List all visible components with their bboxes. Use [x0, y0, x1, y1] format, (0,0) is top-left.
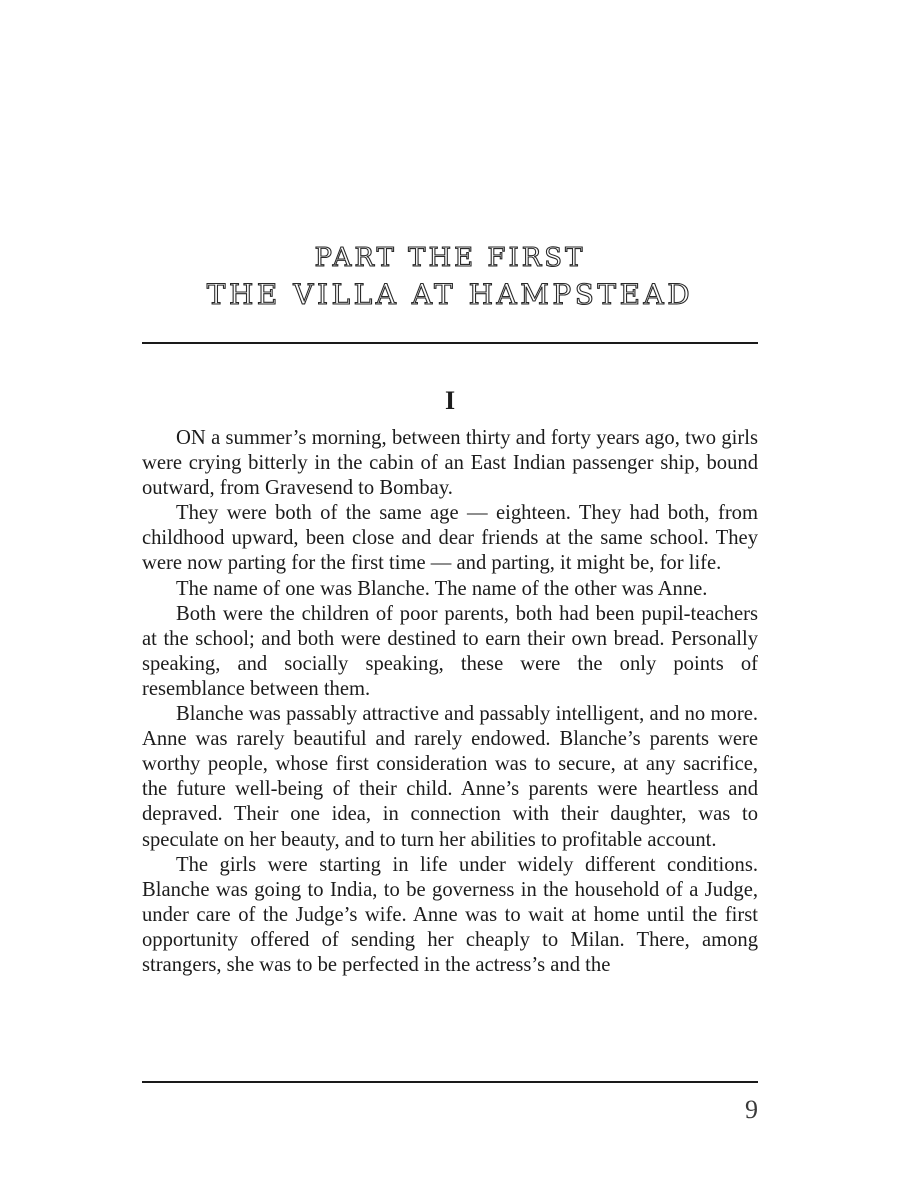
paragraph: Blanche was passably attractive and passably intelligent, and no more. Anne was rarely beautiful and rarely endowed. Blanche’s parents were worthy people, whose first consideration was to secure, at any sacrifice, the future well-being of their child. Anne’s parents were heartless and depraved. Their one idea, in connection with their daughter, was to speculate on her beauty, and to turn her abilities to profitable account.: [142, 703, 758, 851]
paragraph: The name of one was Blanche. The name of the other was Anne.: [176, 577, 708, 600]
top-rule: [142, 342, 758, 344]
bottom-rule: [142, 1081, 758, 1083]
chapter-number: I: [444, 386, 456, 415]
paragraph: Both were the children of poor parents, both had been pupil-teachers at the school; and both were destined to earn their own bread. Personally speaking, and socially speaking, these were the only points of resemblance between them.: [142, 602, 758, 700]
paragraph: They were both of the same age — eighteen. They had both, from childhood upward, been close and dear friends at the same school. They were now parting for the first time — and parting, it might be, for life.: [142, 502, 758, 575]
part-title: PART THE FIRST: [314, 243, 586, 273]
paragraph: ON a summer’s morning, between thirty and forty years ago, two girls were crying bitterly in the cabin of an East Indian passenger ship, bound outward, from Gravesend to Bombay.: [142, 427, 758, 500]
part-subtitle: THE VILLA AT HAMPSTEAD: [206, 278, 694, 311]
paragraph: The girls were starting in life under widely different conditions. Blanche was going to India, to be governess in the household of a Judge, under care of the Judge’s wife. Anne was to wait at home until the first opportunity offered of sending her cheaply to Milan. There, among strangers, she was to be perfected in the actress’s and the: [142, 853, 758, 976]
chapter-body: [142, 426, 758, 978]
page-number: 9: [745, 1095, 758, 1124]
